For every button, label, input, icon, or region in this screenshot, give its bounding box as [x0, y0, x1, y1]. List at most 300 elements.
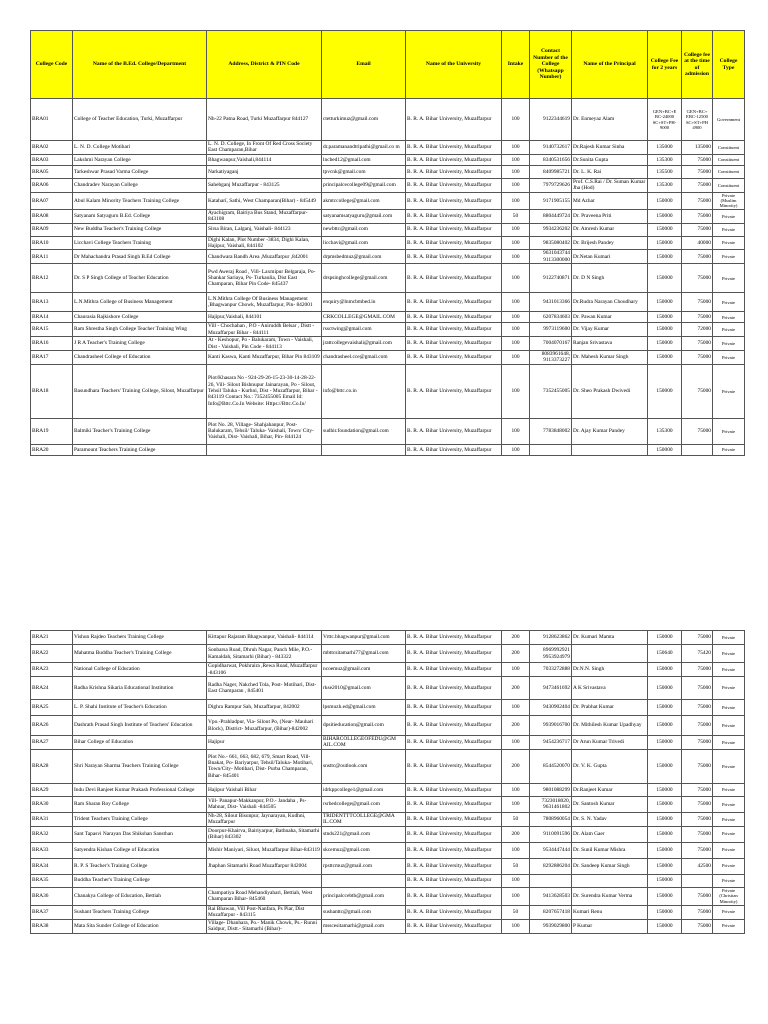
table-cell: 100 [502, 223, 530, 236]
table-cell: 150640 [648, 645, 682, 663]
table-row [31, 223, 745, 236]
table-cell: Mishir Maniyari, Siluot, Muzaffarpur Bihar-843119 [207, 842, 322, 858]
table-cell: Sirsa Biran, Lalganj, Vaishali- 844123 [207, 223, 322, 236]
table-cell: Plot No. 28, Village- Shahjahanpur, Post- Balukaram, Tehsil/ Taluka- Vaishali, Town/ City- Vaishali, Dist- Vaishali, Bihar, Pin- 844124 [207, 418, 322, 444]
table-cell: Dr. Enmeyaz Alam [572, 99, 648, 141]
table-cell: 150000 [648, 337, 682, 351]
table-cell: 75000 [682, 663, 713, 677]
table-cell: BRA15 [31, 323, 73, 337]
table-cell: L.N.Mithra College Of Business Management ,Bhagwanpur Chowk, Muzaffarpur, Pin- 842001 [207, 293, 322, 312]
table-cell: B. R. A. Bihar University, Muzaffarpur [406, 337, 502, 351]
table-cell: BRA37 [31, 905, 73, 919]
column-header: College Type [713, 31, 745, 99]
table-cell: Chandrasheel College of Education [73, 350, 207, 364]
page-gap [0, 600, 768, 630]
table-cell: B. R. A. Bihar University, Muzaffarpur [406, 154, 502, 165]
table-cell: Dr.Rajesh Kumar Sinha [572, 141, 648, 155]
table-cell: 100 [502, 250, 530, 264]
table-cell: Chandwara Bandh Area ,Muzaffarpur ,842001 [207, 250, 322, 264]
table-cell: 9631043744 9113300000 [530, 250, 572, 264]
table-cell: 200 [502, 749, 530, 783]
table-cell: 9431013366 [530, 293, 572, 312]
table-cell: akmtccollege@gmail.com [322, 192, 406, 209]
table-cell: Dashrath Prasad Singh Institute of Teachers' Education [73, 716, 207, 736]
table-cell: Md Azhar [572, 192, 648, 209]
table-cell: Private [713, 312, 745, 323]
table-cell: 9454236717 [530, 736, 572, 750]
table-cell: Lakshmi Narayan College [73, 154, 207, 165]
table-cell: 75000 [682, 842, 713, 858]
table-row [31, 178, 745, 192]
table-cell: Private [713, 223, 745, 236]
table-cell: B. R. A. Bihar University, Muzaffarpur [406, 99, 502, 141]
table-row [31, 337, 745, 351]
table-cell: 150000 [648, 736, 682, 750]
table-cell: 100 [502, 796, 530, 812]
column-header: Name of the B.Ed. College/Department [73, 31, 207, 99]
table-cell: 75000 [682, 264, 713, 293]
table-cell: 150000 [648, 631, 682, 645]
table-cell: BRA29 [31, 783, 73, 796]
table-cell: 75000 [682, 293, 713, 312]
table-cell: B. R. A. Bihar University, Muzaffarpur [406, 141, 502, 155]
table-cell: Narkatiyaganj [207, 165, 322, 178]
table-cell: Indu Devi Ranjeet Kumar Prakash Professional College [73, 783, 207, 796]
table-cell: B. R. A. Bihar University, Muzaffarpur [406, 905, 502, 919]
table-cell: Dr.Sunita Gupta [572, 154, 648, 165]
table-cell: Nh-22 Patna Road, Turki Muzaffarpur 844127 [207, 99, 322, 141]
table-cell: Vill- Panapur-Makkanpur, P.O.- Jandaha , Ps- Mahnar, Dist- Vaishali -844505 [207, 796, 322, 812]
table-cell: 150000 [648, 350, 682, 364]
table-cell: L.N.Mithra College of Business Management [73, 293, 207, 312]
table-cell: B. R. A. Bihar University, Muzaffarpur [406, 223, 502, 236]
table-cell: Prof. C.S.Rai / Dr. Suman Kumar Jha (Hod) [572, 178, 648, 192]
table-cell: B. R. A. Bihar University, Muzaffarpur [406, 663, 502, 677]
table-row [31, 887, 745, 905]
table-cell: Dr Arun Kumar Trivedi [572, 736, 648, 750]
table-cell: B. R. A. Bihar University, Muzaffarpur [406, 887, 502, 905]
table-cell: 75000 [682, 905, 713, 919]
table-cell: 9534447444 [530, 842, 572, 858]
table-cell: 150000 [648, 783, 682, 796]
table-cell: 135300 [648, 418, 682, 444]
table-cell: 6207834603 [530, 312, 572, 323]
table-cell: Village- Dhanhara, Po.- Manik Chowk, Ps.- Runni Saidpur, Distt.- Sitamarhi (Bihar)- [207, 919, 322, 933]
table-cell: 150000 [648, 826, 682, 842]
table-cell: 100 [502, 192, 530, 209]
table-row [31, 264, 745, 293]
table-cell: ncoemuz@gmail.com [322, 663, 406, 677]
table-cell: Kanti Kaswa, Kanti Muzaffarpur, Bihar Pin 843109 [207, 350, 322, 364]
table-cell: BRA24 [31, 677, 73, 700]
table-cell: Dr. Santosh Kumar [572, 796, 648, 812]
table-cell: 100 [502, 887, 530, 905]
table-cell: 100 [502, 919, 530, 933]
table-cell: Private [713, 919, 745, 933]
header-row [31, 31, 745, 99]
table-cell: B. R. A. Bihar University, Muzaffarpur [406, 323, 502, 337]
table-cell: 75000 [682, 350, 713, 364]
table-cell: Bhagwanpur,Vaishali,844114 [207, 154, 322, 165]
table-cell: B. R. A. Bihar University, Muzaffarpur [406, 842, 502, 858]
table-cell: Private [713, 293, 745, 312]
table-cell: info@bttc.co.in [322, 364, 406, 418]
table-cell: 75000 [682, 418, 713, 444]
table-cell: 9122740871 [530, 264, 572, 293]
table-cell: 8804449724 [530, 209, 572, 223]
table-cell: Dr. Alam Gaer [572, 826, 648, 842]
table-cell: Private [713, 716, 745, 736]
table-cell: Satyanam Satyaguru B.Ed. College [73, 209, 207, 223]
table-cell: 100 [502, 141, 530, 155]
table-cell: Radha Nager, Nakched Tola, Post- Motihari, Dist- East Champaran , 845401 [207, 677, 322, 700]
table-cell [322, 874, 406, 887]
table-cell: 75420 [682, 645, 713, 663]
table-cell: BRA06 [31, 178, 73, 192]
table-cell: B. R. A. Bihar University, Muzaffarpur [406, 250, 502, 264]
table-cell: 100 [502, 312, 530, 323]
table-cell: BRA14 [31, 312, 73, 323]
table-cell: 75000 [682, 919, 713, 933]
table-row [31, 418, 745, 444]
table-cell: 7783848002 [530, 418, 572, 444]
table-cell: B. R. A. Bihar University, Muzaffarpur [406, 165, 502, 178]
table-cell: Private [713, 783, 745, 796]
table-cell: BRA02 [31, 141, 73, 155]
table-cell: 100 [502, 236, 530, 250]
table-cell: ctetturkimuz@gmail.com [322, 99, 406, 141]
table-cell [530, 874, 572, 887]
table-cell: 100 [502, 842, 530, 858]
table-cell: Private [713, 874, 745, 887]
table-cell: Doorpur-Khairva, Bairiyarpur, Bathnaha, Sitamarhi (Bihar) 843302 [207, 826, 322, 842]
table-cell: 8292886204 [530, 858, 572, 874]
table-cell: 9128623862 [530, 631, 572, 645]
table-cell: B. R. A. Bihar University, Muzaffarpur [406, 364, 502, 418]
table-cell: Hajipur Vaishali Bihar [207, 783, 322, 796]
table-cell: BRA09 [31, 223, 73, 236]
table-cell: 150000 [648, 700, 682, 716]
table-cell: 75000 [682, 783, 713, 796]
table-cell: Dr. Pawan Kumar [572, 312, 648, 323]
table-cell: Dr. Sheo Prakash Dwivedi [572, 364, 648, 418]
table-cell: Vill - Chochahan , P.O - Aniruddh Belsar , Distt - Muzaffarpur Bihar - 844111 [207, 323, 322, 337]
table-cell: GEN+BC+E BC-24000 SC+ST+PH-9000 [648, 99, 682, 141]
table-cell: 135000 [682, 141, 713, 155]
table-cell: College of Teacher Education, Turki, Muzaffarpur [73, 99, 207, 141]
table-cell: B. R. A. Bihar University, Muzaffarpur [406, 858, 502, 874]
table-cell: BRA22 [31, 645, 73, 663]
table-cell: sushanttc@gmail.com [322, 905, 406, 919]
table-cell: Dr. Prabhat Kumar [572, 700, 648, 716]
table-row [31, 716, 745, 736]
table-cell: BRA08 [31, 209, 73, 223]
table-cell: B. R. A. Bihar University, Muzaffarpur [406, 716, 502, 736]
table-cell: Plot/Khasara No - 924-29-26-15-23-30-14-28-22-26, Vill- Silout Bishnupur Jainarayan, Po - Silout, Tehsil Taluka - Kurhni, Dist - Muzaffarpur, Bihar - 843119 Contact No.: 7352455005 Email Id: Info@Bttc.Co.In Website: Https://Bttc.Co.In/ [207, 364, 322, 418]
table-cell: Dr. V. K. Gupta [572, 749, 648, 783]
table-cell: 8207657418 [530, 905, 572, 919]
table-cell: BRA10 [31, 236, 73, 250]
table-cell: Dr. Sandeep Kumar Singh [572, 858, 648, 874]
table-cell: Licchavi College Teachers Training [73, 236, 207, 250]
table-cell: Private [713, 842, 745, 858]
table-cell: BRA13 [31, 293, 73, 312]
table-cell: 100 [502, 783, 530, 796]
table-cell: Basundhara Teachers' Training College, Silout, Muzaffarpur [73, 364, 207, 418]
table-cell: BRA12 [31, 264, 73, 293]
table-cell: BRA19 [31, 418, 73, 444]
table-cell: 9801088299 [530, 783, 572, 796]
table-cell: 75000 [682, 178, 713, 192]
table-cell: Kataharī, Sathi, West Champaran(Bihar) - 845449 [207, 192, 322, 209]
table-cell: 9430902404 [530, 700, 572, 716]
table-cell: Ranjan Srivastava [572, 337, 648, 351]
table-cell: 100 [502, 418, 530, 444]
table-cell: 50 [502, 905, 530, 919]
table-cell: 7033272888 [530, 663, 572, 677]
table-cell: Hajipur [207, 736, 322, 750]
table-cell: Ram Shrestha Singh College Teacher Training Wing [73, 323, 207, 337]
table-cell: Bihar College of Education [73, 736, 207, 750]
table-cell: BRA31 [31, 812, 73, 826]
table-cell: B. R. A. Bihar University, Muzaffarpur [406, 444, 502, 455]
column-header: College Code [31, 31, 73, 99]
table-row [31, 154, 745, 165]
table-cell: 9939029800 [530, 919, 572, 933]
table-row [31, 350, 745, 364]
table-cell: 8083961648, 9113373227 [530, 350, 572, 364]
table-row [31, 736, 745, 750]
table-row [31, 312, 745, 323]
table-cell: 9473461692 [530, 677, 572, 700]
table-cell: dpsitieducation@gmail.com [322, 716, 406, 736]
table-cell: 9413628503 [530, 887, 572, 905]
table-cell: principalccebtb@gmail.com [322, 887, 406, 905]
table-cell: Constituent [713, 165, 745, 178]
table-cell: L. N. D. College, In Front Of Red Cross Society East Champaran,Bihar [207, 141, 322, 155]
table-cell: At - Keshopur, Po - Balukaram, Town - Vaishali, Dist - Vaishali, Pin Code - 844113 [207, 337, 322, 351]
table-cell: B. R. A. Bihar University, Muzaffarpur [406, 749, 502, 783]
table-cell: B. R. A. Bihar University, Muzaffarpur [406, 919, 502, 933]
table-cell: B. R. A. Bihar University, Muzaffarpur [406, 350, 502, 364]
table-cell: BRA16 [31, 337, 73, 351]
table-cell: msscesitamarhi@gmail.com [322, 919, 406, 933]
table-cell: 150000 [648, 293, 682, 312]
table-cell: licchavi@gmail.com [322, 236, 406, 250]
table-cell: Chandradev Narayan College [73, 178, 207, 192]
table-row [31, 192, 745, 209]
table-cell: 150000 [648, 716, 682, 736]
table-cell: 200 [502, 826, 530, 842]
table-cell: principalcecollege09@gmail.com [322, 178, 406, 192]
table-cell: CRKCOLLEGE@GMAIL.COM [322, 312, 406, 323]
table-cell: 9934236202 [530, 223, 572, 236]
table-cell: B. R. A. Bihar University, Muzaffarpur [406, 700, 502, 716]
table-cell: jrattcollegevaishali@gmail.com [322, 337, 406, 351]
table-cell: 150000 [648, 796, 682, 812]
table-row [31, 677, 745, 700]
table-cell: Private [713, 444, 745, 455]
table-cell: 200 [502, 716, 530, 736]
table-cell: Radha Krishna Sikaria Educational Institution [73, 677, 207, 700]
table-cell: Dighi Kalan, Plot Number -3834, Dighi Kalan, Hajipur, Vaishali, 844102 [207, 236, 322, 250]
table-cell: Vishun Rajdeo Teachers Training College [73, 631, 207, 645]
table-cell: BRA32 [31, 826, 73, 842]
table-cell: sudhir.foundation@gmail.com [322, 418, 406, 444]
table-cell: 8969992921 9953924979 [530, 645, 572, 663]
table-cell: drspsinghcollege@gmail.com [322, 264, 406, 293]
table-cell: B. R. A. Bihar University, Muzaffarpur [406, 736, 502, 750]
table-cell: 9973119600 [530, 323, 572, 337]
table-cell: B. R. A. Bihar University, Muzaffarpur [406, 631, 502, 645]
table-cell: 100 [502, 663, 530, 677]
table-cell: 150000 [648, 364, 682, 418]
column-header: Name of the Principal [572, 31, 648, 99]
table-cell: tpvcnk@gmail.com [322, 165, 406, 178]
table-cell: National College of Education [73, 663, 207, 677]
table-cell: 9939016700 [530, 716, 572, 736]
table-cell: BRA05 [31, 165, 73, 178]
table-cell: Dr. L. K. Rai [572, 165, 648, 178]
table-cell: Dr. S. N. Yadav [572, 812, 648, 826]
table-cell: Dr.N.N. Singh [572, 663, 648, 677]
table-cell: 50 [502, 812, 530, 826]
table-cell: Nh-28, Silout Bisunpur, Jaynarayan, Kudhni, Muzaffarpur [207, 812, 322, 826]
table-row [31, 141, 745, 155]
table-cell: Private [713, 418, 745, 444]
table-cell: skcemuz@gmail.com [322, 842, 406, 858]
table-cell: 150000 [648, 209, 682, 223]
table-cell: newbttc@gmail.com [322, 223, 406, 236]
table-cell: 9835080402 [530, 236, 572, 250]
table-cell: R. P. S Teacher's Training College [73, 858, 207, 874]
table-cell: B. R. A. Bihar University, Muzaffarpur [406, 293, 502, 312]
table-row [31, 236, 745, 250]
table-cell: New Buddha Teacher's Training College [73, 223, 207, 236]
table-cell: 100 [502, 154, 530, 165]
table-cell: dr.paramanandtripathi@gmail.co m [322, 141, 406, 155]
table-cell: 75000 [682, 796, 713, 812]
table-cell: 9122344619 [530, 99, 572, 141]
table-cell: Private [713, 677, 745, 700]
table-cell: Kirtapur Rajaram Bhagwanpur, Vaishali- 844114 [207, 631, 322, 645]
table-cell: Dr. Kumari Mamta [572, 631, 648, 645]
table-cell: Paramount Teachers Training College [73, 444, 207, 455]
table-cell: 7323018020, 9631461802 [530, 796, 572, 812]
table-cell: Ayachigram, Bairiya Bus Stand, Muzaffarpur-843108 [207, 209, 322, 223]
table-cell: Plot No.- 661, 663, 682, 679, Smart Road, Vill- Bnakat, Po- Bariyarpur, Tehsil/Taluka- Motihari, Town/City- Motihari, Dist- Purba Champaran, Bihar- 845401 [207, 749, 322, 783]
table-cell: 75000 [682, 826, 713, 842]
table-cell: 9140732617 [530, 141, 572, 155]
table-page-1 [30, 30, 744, 456]
table-cell: Sahebganj Muzaffarpur - 843125 [207, 178, 322, 192]
table-cell: Dr. S P Singh College of Teacher Education [73, 264, 207, 293]
table-cell: 150000 [648, 842, 682, 858]
table-cell: Government [713, 99, 745, 141]
table-cell: Private [713, 749, 745, 783]
table-cell: 135300 [648, 154, 682, 165]
table-cell: Private [713, 812, 745, 826]
table-cell: Hajipur,Vaishali, 844101 [207, 312, 322, 323]
table-cell [322, 444, 406, 455]
table-cell: L. P. Shahi Institute of Teacher's Education [73, 700, 207, 716]
colleges-table-1 [30, 30, 745, 456]
table-cell: Private [713, 858, 745, 874]
table-cell: Private [713, 700, 745, 716]
table-cell: 7808960054 [530, 812, 572, 826]
table-cell: stnds221@gmail.com [322, 826, 406, 842]
table-cell: B. R. A. Bihar University, Muzaffarpur [406, 418, 502, 444]
table-cell: Private [713, 905, 745, 919]
table-cell: B. R. A. Bihar University, Muzaffarpur [406, 826, 502, 842]
table-cell: B. R. A. Bihar University, Muzaffarpur [406, 677, 502, 700]
table-cell: rkse2010@gmail.com [322, 677, 406, 700]
table-cell: Private [713, 350, 745, 364]
table-cell: Dr. D N Singh [572, 264, 648, 293]
table-cell: snsttc@outlook.com [322, 749, 406, 783]
table-cell: 9110091596 [530, 826, 572, 842]
column-header: College fee at the time of admission [682, 31, 713, 99]
table-cell: Chanakya College of Education, Bettiah [73, 887, 207, 905]
table-cell: GEN+BC+ EBC-12500 SC+ST+PH 4900 [682, 99, 713, 141]
table-cell: Trident Teachers Training College [73, 812, 207, 826]
table-cell: 75000 [682, 677, 713, 700]
table-cell: BRA36 [31, 887, 73, 905]
table-cell: 100 [502, 323, 530, 337]
table-cell: 150000 [648, 812, 682, 826]
table-cell: Tarkeshwar Prasad Varma College [73, 165, 207, 178]
table-cell: Dr. Mahesh Kumar Singh [572, 350, 648, 364]
table-cell: 100 [502, 350, 530, 364]
table-cell: Private [713, 323, 745, 337]
table-cell: 200 [502, 677, 530, 700]
table-cell: 150000 [648, 749, 682, 783]
table-cell: 135300 [648, 178, 682, 192]
table-cell [682, 874, 713, 887]
table-row [31, 905, 745, 919]
table-cell: Constituent [713, 178, 745, 192]
table-cell: L. N. D. College Motihari [73, 141, 207, 155]
table-cell: 100 [502, 874, 530, 887]
column-header: Intake [502, 31, 530, 99]
table-row [31, 783, 745, 796]
table-cell: Shri Narayan Sharma Teachers Training College [73, 749, 207, 783]
table-cell: Dr. Mithilesh Kumar Upadhyay [572, 716, 648, 736]
table-cell: Vrttc.bhagwanpur@gmail.com [322, 631, 406, 645]
table-cell: P Kumar [572, 919, 648, 933]
table-row [31, 364, 745, 418]
table-cell: Dr. Ajay Kumar Pandey [572, 418, 648, 444]
table-cell: 75000 [682, 165, 713, 178]
table-row [31, 99, 745, 141]
table-row [31, 165, 745, 178]
table-cell: Sant Tapasvi Narayan Das Shikshan Sansthan [73, 826, 207, 842]
table-cell: Private [713, 250, 745, 264]
table-cell: 75000 [682, 337, 713, 351]
table-cell: Dr Mahachandra Prasad Singh B.Ed College [73, 250, 207, 264]
table-cell: 7979729626 [530, 178, 572, 192]
table-cell: Dr.Ranjeet Kumar [572, 783, 648, 796]
table-cell: Dr. Sunil Kumar Mishra [572, 842, 648, 858]
table-cell: enquiry@lnmcbmbed.in [322, 293, 406, 312]
table-cell: Sonbarsa Road, Dhruh Nagar, Panch Mile, P.O.-Kamaldah, Sitamarhi (Bihar) - 843322 [207, 645, 322, 663]
table-cell: B. R. A. Bihar University, Muzaffarpur [406, 264, 502, 293]
table-row [31, 323, 745, 337]
table-cell: 150000 [648, 264, 682, 293]
table-cell: Private (Christian Minority) [713, 887, 745, 905]
table-cell: 8544520070 [530, 749, 572, 783]
table-cell [572, 444, 648, 455]
